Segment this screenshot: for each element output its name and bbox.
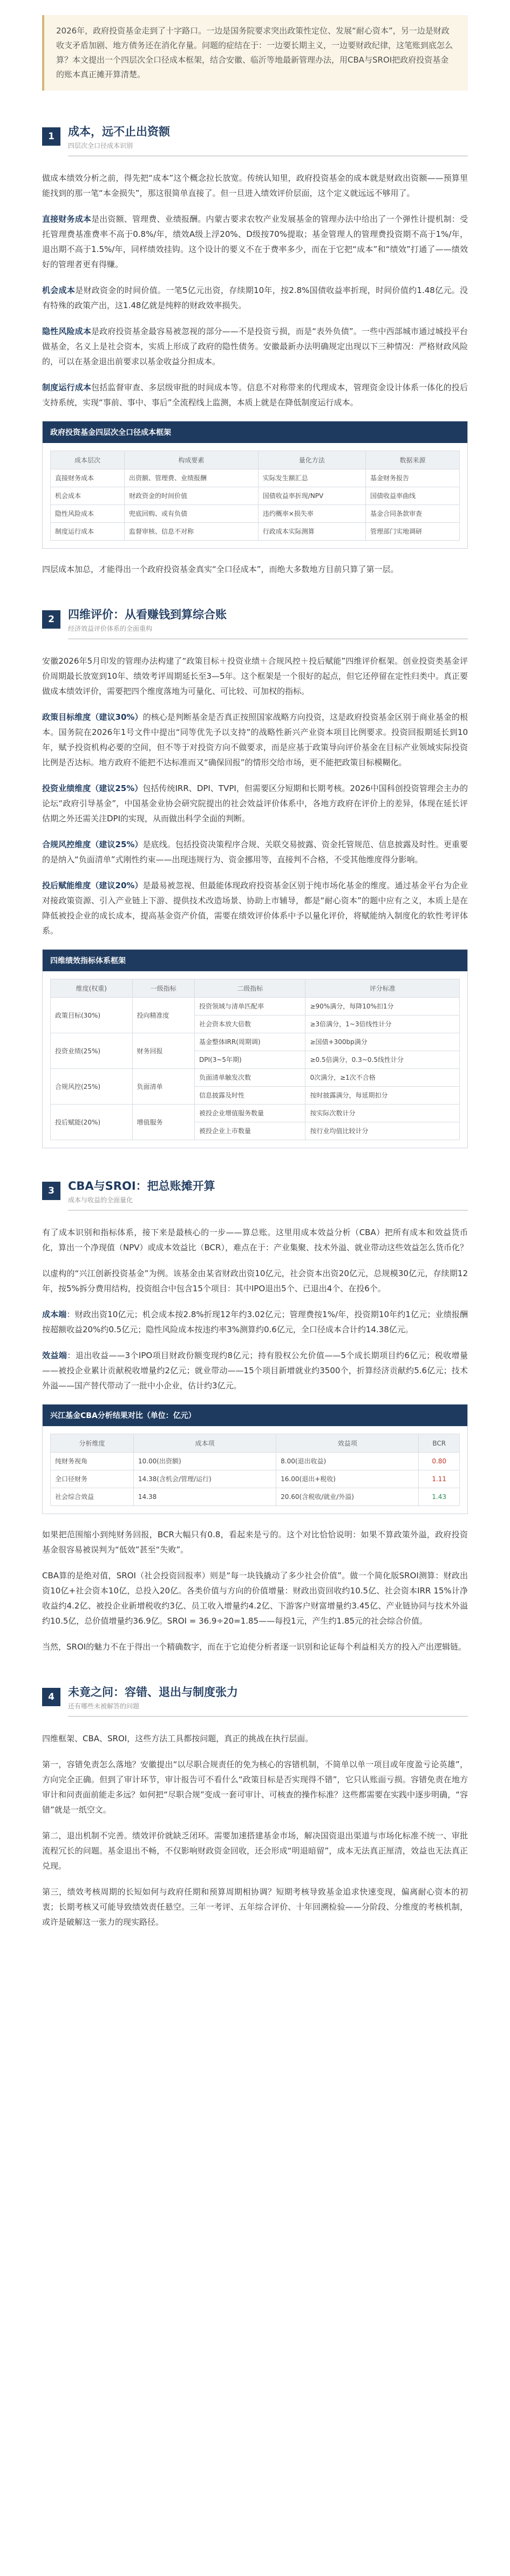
table-cell: 违约概率×损失率 <box>258 505 365 523</box>
table-cell: 10.00(出资额) <box>133 1453 276 1470</box>
table-cell: 国债收益率曲线 <box>366 487 460 505</box>
data-table <box>50 451 460 541</box>
bold-lead: 制度运行成本 <box>42 383 92 392</box>
table-cell: 合规风控(25%) <box>51 1069 133 1105</box>
bold-lead: 直接财务成本 <box>42 214 92 224</box>
paragraph: 安徽2026年5月印发的管理办法构建了“政策目标＋投资业绩＋合规风控＋投后赋能”四维评价框架。创业投资类基金评价周期最长放宽到10年、绩效考评周期延长至3—5年。这个框架是一个很好的起点，但它还停留在定性归类中。真正要做成本绩效评价，需要把四个维度落地为可量化、可比较、可加权的指标。 <box>42 656 468 696</box>
paragraph: 效益端：退出收益——3个IPO项目财政份额变现约8亿元；持有股权公允价值——5个成长期项目约6亿元；税收增量——被投企业累计贡献税收增量约2亿元；就业带动——15个项目新增就业约3500个，折算经济贡献约5.6亿元；技术外溢——国产替代带动了一批中小企业，估计约3亿元。 <box>42 1351 468 1391</box>
table-cell: 被投企业增值服务数量 <box>195 1105 305 1122</box>
column-header: 二级指标 <box>195 979 305 998</box>
data-table <box>50 1434 460 1506</box>
column-header: 效益项 <box>276 1434 419 1453</box>
column-header: 成本层次 <box>51 451 125 469</box>
table-cell: 隐性风险成本 <box>51 505 125 523</box>
table-cell: ≥90%满分，每降10%扣1分 <box>305 998 460 1016</box>
table-row <box>51 1488 460 1506</box>
table-cell: 投资领域与清单匹配率 <box>195 998 305 1016</box>
bold-lead: 投资业绩维度（建议25%） <box>42 783 143 793</box>
bcr-value: 1.43 <box>419 1488 460 1506</box>
table-row <box>51 469 460 487</box>
table-title: 四维绩效指标体系框架 <box>43 950 467 971</box>
section-subtitle: 还有哪些未被解答的问题 <box>68 1702 140 1710</box>
section-2 <box>42 607 468 1148</box>
table-cell: 兜底回购、或有负债 <box>124 505 258 523</box>
table-cell: ≥国债+300bp满分 <box>305 1033 460 1051</box>
column-header: 分析维度 <box>51 1434 134 1453</box>
bold-lead: 机会成本 <box>42 285 76 295</box>
table-cell: 负面清单 <box>132 1069 194 1105</box>
table-cell: 0次满分，≥1次不合格 <box>305 1069 460 1087</box>
bold-lead: 效益端 <box>42 1351 67 1360</box>
section-1 <box>42 124 468 577</box>
section-header <box>42 607 468 639</box>
paragraph: 做成本绩效分析之前，得先把“成本”这个概念拉长放宽。传统认知里，政府投资基金的成本就是财政出资额——预算里能找到的那一笔“本金损失”，那这很简单直接了。但一旦进入绩效评价层面，这个定义就远远不够用了。 <box>42 173 468 198</box>
section-3 <box>42 1178 468 1654</box>
paragraph: 投资业绩维度（建议25%）包括传统IRR、DPI、TVPI，但需要区分短期和长期考核。2026中国科创投资管理会主办的论坛“政府引导基金”，中国基金业协会研究院提出的社会效益评价体系中，各地方政府在评价上的差异，体现在延长评估期之外还需关注DPI的实现，从而做出科学全面的判断。 <box>42 783 468 823</box>
paragraph: 如果把范围缩小到纯财务回报，BCR大幅只有0.8，看起来是亏的。这个对比恰恰说明：如果不算政策外溢，政府投资基金很容易被误判为“低效”甚至“失败”。 <box>42 1530 468 1555</box>
table-row <box>51 523 460 541</box>
paragraph: 隐性风险成本是政府投资基金最容易被忽视的部分——不是投资亏损，而是“表外负债”。一些中西部城市通过城投平台做基金，名义上是社会资本，实质上形成了政府的隐性债务。安徽最新办法明确规定出现以下三种情况：严格财政风险的，可以在基金退出前要求以基金收益分担成本。 <box>42 326 468 366</box>
section-subtitle: 经济效益评价体系的全面重构 <box>68 625 153 632</box>
table-title: 政府投资基金四层次全口径成本框架 <box>43 421 467 443</box>
table-cell: ≥3倍满分，1~3倍线性计分 <box>305 1016 460 1033</box>
section-number: 2 <box>42 610 60 629</box>
bold-lead: 合规风控维度（建议25%） <box>42 840 143 849</box>
table-cell: 投后赋能(20%) <box>51 1105 133 1140</box>
table-cell: DPI(3~5年期) <box>195 1051 305 1069</box>
table-cell: 按行业均值比较计分 <box>305 1122 460 1140</box>
section-divider <box>68 638 468 639</box>
column-header: 量化方法 <box>258 451 365 469</box>
bold-lead: 政策目标维度（建议30%） <box>42 712 143 722</box>
section-title: 未竟之问：容错、退出与制度张力 <box>68 1686 238 1699</box>
column-header: 构成要素 <box>124 451 258 469</box>
paragraph: 机会成本是财政资金的时间价值。一笔5亿元出资，存续期10年，按2.8%国债收益率折现，时间价值约1.48亿元。没有特殊的政策产出，这1.48亿就是纯粹的财政效率损失。 <box>42 285 468 310</box>
table-cell: 管理部门实地调研 <box>366 523 460 541</box>
column-header: 成本项 <box>133 1434 276 1453</box>
paragraph: 以虚构的“兴江创新投资基金”为例。该基金由某省财政出资10亿元，社会资本出资20亿元，总规模30亿元，存续期12年，按5%拆分费用结构，投资组合中包含15个项目：其中IPO退出5个、已退出4个、在投6个。 <box>42 1269 468 1293</box>
paragraph: 第一，容错免责怎么落地？安徽提出“以尽职合规责任的免为核心的容错机制，不简单以单一项目或年度盈亏论英雄”，方向完全正确。但到了审计环节，审计报告可不看什么“政策目标是否实现得不错”，它只认账面亏损。容错免责在地方审计和问责面前能走多远？如何把“尽职合规”变成一套可审计、可核查的操作标准？这些都需要在实践中逐步明确，“容错”就是一纸空文。 <box>42 1760 468 1815</box>
table-cell: 全口径财务 <box>51 1470 134 1488</box>
paragraph: 第三，绩效考核周期的长短如何与政府任期和预算周期相协调？短期考核导致基金追求快速变现，偏离耐心资本的初衷；长期考核又可能导致绩效责任悬空。三年一考评、五年综合评价、十年回溯检验——分阶段、分维度的考核机制，或许是破解这一张力的现实路径。 <box>42 1887 468 1927</box>
section-divider <box>68 1716 468 1717</box>
paragraph: 第二，退出机制不完善。绩效评价就缺乏闭环。需要加速搭建基金市场，解决国资退出渠道与市场化标准不统一、审批流程冗长的问题。基金退出不畅，不仅影响财政资金回收，还会形成“明退暗留”，成本无法真正厘清，效益也无法真正兑现。 <box>42 1831 468 1871</box>
intro-callout: 2026年，政府投资基金走到了十字路口。一边是国务院要求突出政策性定位、发展“耐心资本”，另一边是财政收支矛盾加剧、地方债务还在消化存量。问题的症结在于：一边要长期主义，一边要财政纪律，这笔账到底怎么算？本文提出一个四层次全口径成本框架，结合安徽、临沂等地最新管理办法，用CBA与SROI把政府投资基金的账本真正摊开算清楚。 <box>42 15 468 91</box>
paragraph: 当然，SROI的魅力不在于得出一个精确数字，而在于它迫使分析者逐一识别和论证每个利益相关方的投入产出逻辑链。 <box>42 1642 467 1652</box>
paragraph: 合规风控维度（建议25%）是底线。包括投资决策程序合规、关联交易披露、资金托管规范、信息披露及时性。更重要的是纳入“负面清单”式刚性约束——出现违规行为、资金挪用等，直接判不合格，不受其他维度得分影响。 <box>42 840 468 864</box>
table-cell: 实际发生额汇总 <box>258 469 365 487</box>
section-title: CBA与SROI：把总账摊开算 <box>68 1180 215 1192</box>
table-cell: 监督审核、信息不对称 <box>124 523 258 541</box>
table-cell: 政策目标(30%) <box>51 998 133 1033</box>
section-number: 1 <box>42 127 60 146</box>
indicator-system-table <box>42 949 468 1148</box>
paragraph: 有了成本识别和指标体系，接下来是最核心的一步——算总账。这里用成本效益分析（CBA）把所有成本和效益货币化，算出一个净现值（NPV）或成本效益比（BCR），难点在于：产业集聚、技术外溢、就业带动这些效益怎么货币化？ <box>42 1228 468 1252</box>
table-row <box>51 505 460 523</box>
section-subtitle: 成本与收益的全面量化 <box>68 1196 133 1204</box>
data-table <box>50 979 460 1140</box>
table-cell: 行政成本实际测算 <box>258 523 365 541</box>
cost-framework-table <box>42 421 468 549</box>
bcr-value: 1.11 <box>419 1470 460 1488</box>
bold-lead: 隐性风险成本 <box>42 326 91 336</box>
section-number: 4 <box>42 1688 60 1706</box>
table-cell: 基金合同条款审查 <box>366 505 460 523</box>
section-header <box>42 1685 468 1717</box>
table-cell: 16.00(退出+税收) <box>276 1470 419 1488</box>
table-cell: 20.60(含税收/就业/外溢) <box>276 1488 419 1506</box>
table-cell: 投向精准度 <box>132 998 194 1033</box>
table-row <box>51 1105 460 1122</box>
table-cell: 国债收益率折现/NPV <box>258 487 365 505</box>
table-cell: 财政资金的时间价值 <box>124 487 258 505</box>
table-row <box>51 487 460 505</box>
table-cell: 制度运行成本 <box>51 523 125 541</box>
table-cell: 8.00(退出收益) <box>276 1453 419 1470</box>
table-row <box>51 1069 460 1087</box>
table-cell: 出资额、管理费、业绩报酬 <box>124 469 258 487</box>
column-header: 一级指标 <box>132 979 194 998</box>
paragraph: 制度运行成本包括监督审查、多层级审批的时间成本等。信息不对称带来的代理成本，管理资金设计体系一体化的投后支持系统，实现“事前、事中、事后”全流程线上监测，本质上就是在降低制度运行成本。 <box>42 383 468 407</box>
paragraph: 政策目标维度（建议30%）的核心是判断基金是否真正按照国家战略方向投资，这是政府投资基金区别于商业基金的根本。国务院在2026年1号文件中提出“同等优先予以支持”的战略性新兴产业资本项目比例要求。投资回报期延长到10年，赋予投资机构必要的空间，但不等于对投资方向不做要求，而是应基于政策导向评价基金在目标产业领域实际投资比例是否达标。地方政府不能把不达标准而又“确保回报”的情形交给市场，更不能把政策目标模糊化。 <box>42 712 468 767</box>
table-cell: 信息披露及时性 <box>195 1087 305 1105</box>
table-row <box>51 1453 460 1470</box>
column-header: 评分标准 <box>305 979 460 998</box>
paragraph: 投后赋能维度（建议20%）是最易被忽视、但最能体现政府投资基金区别于纯市场化基金的维度。通过基金平台为企业对接政策资源、引入产业链上下游、提供技术改造场景、协助上市辅导，都是“耐心资本”的题中应有之义，本质上是在降低被投企业的成长成本，提高基金资产价值，需要在绩效评价体系中予以量化评价，将赋能纳入制度化的软性考评体系。 <box>42 881 468 936</box>
section-header <box>42 124 468 156</box>
column-header: BCR <box>419 1434 460 1453</box>
paragraph: 四层成本加总，才能得出一个政府投资基金真实“全口径成本”，而绝大多数地方目前只算了第一层。 <box>42 564 399 574</box>
table-cell: 按实际次数计分 <box>305 1105 460 1122</box>
table-row <box>51 1033 460 1051</box>
paragraph: CBA算的是绝对值，SROI（社会投资回报率）则是“每一块钱撬动了多少社会价值”。做一个简化版SROI测算：财政出资10亿+社会资本10亿，总投入20亿。各类价值与方向的价值增量：财政出资回收约10.5亿、社会资本IRR 15%计净收益约4.2亿、被投企业新增税收约3亿、员工收入增量约4.2亿、下游客户财富增量约3.45亿、产业链协同与技术外溢约10.5亿，总价值增量约36.9亿。SROI = 36.9÷20=1.85——每投1元，产生约1.85元的社会综合价值。 <box>42 1571 468 1626</box>
section-4 <box>42 1685 468 1930</box>
section-number: 3 <box>42 1182 60 1200</box>
paragraph: 成本端：财政出资10亿元；机会成本按2.8%折现12年约3.02亿元；管理费按1%/年，投资期10年约1亿元；业绩报酬按超额收益20%约0.5亿元；隐性风险成本按违约率3%测算约0.6亿元，全口径成本合计约14.38亿元。 <box>42 1310 468 1334</box>
table-cell: 纯财务视角 <box>51 1453 134 1470</box>
table-cell: 14.38(含机会/管理/运行) <box>133 1470 276 1488</box>
table-cell: 增值服务 <box>132 1105 194 1140</box>
section-divider <box>68 155 468 156</box>
section-title: 四维评价：从看赚钱到算综合账 <box>68 608 227 621</box>
table-cell: 被投企业上市数量 <box>195 1122 305 1140</box>
column-header: 维度(权重) <box>51 979 133 998</box>
table-cell: 基金财务报告 <box>366 469 460 487</box>
bold-lead: 投后赋能维度（建议20%） <box>42 881 143 890</box>
table-cell: 社会综合效益 <box>51 1488 134 1506</box>
table-cell: 投资业绩(25%) <box>51 1033 133 1069</box>
table-title: 兴江基金CBA分析结果对比（单位：亿元） <box>43 1405 467 1426</box>
table-row <box>51 998 460 1016</box>
column-header: 数据来源 <box>366 451 460 469</box>
cba-results-table <box>42 1404 468 1514</box>
table-cell: 直接财务成本 <box>51 469 125 487</box>
section-title: 成本，远不止出资额 <box>68 125 170 138</box>
table-cell: 机会成本 <box>51 487 125 505</box>
section-subtitle: 四层次全口径成本识别 <box>68 142 133 149</box>
table-cell: 负面清单触发次数 <box>195 1069 305 1087</box>
bold-lead: 成本端 <box>42 1310 67 1319</box>
section-header <box>42 1178 468 1211</box>
table-cell: 财务回报 <box>132 1033 194 1069</box>
table-row <box>51 1470 460 1488</box>
table-cell: 基金整体IRR(周期调) <box>195 1033 305 1051</box>
table-cell: 社会资本放大倍数 <box>195 1016 305 1033</box>
paragraph: 四维框架、CBA、SROI，这些方法工具都按问题，真正的挑战在执行层面。 <box>42 1734 314 1743</box>
bcr-value: 0.80 <box>419 1453 460 1470</box>
table-cell: 按时披露满分，每延期扣分 <box>305 1087 460 1105</box>
section-divider <box>68 1210 468 1211</box>
table-cell: 14.38 <box>133 1488 276 1506</box>
paragraph: 直接财务成本是出资额、管理费、业绩报酬。内蒙古要求农牧产业发展基金的管理办法中给出了一个弹性计提机制：受托管理费基准费率不高于0.8%/年，绩效A级上浮20%、D级按70%提取；基金管理人的管理费投资期不高于1%/年，退出期不高于1.5%/年，同样绩效挂钩。这个设计的要义不在于费率多少，而在于它把“成本”和“绩效”打通了——绩效好的管理者更有得赚。 <box>42 214 468 269</box>
table-cell: ≥0.5倍满分，0.3~0.5线性计分 <box>305 1051 460 1069</box>
